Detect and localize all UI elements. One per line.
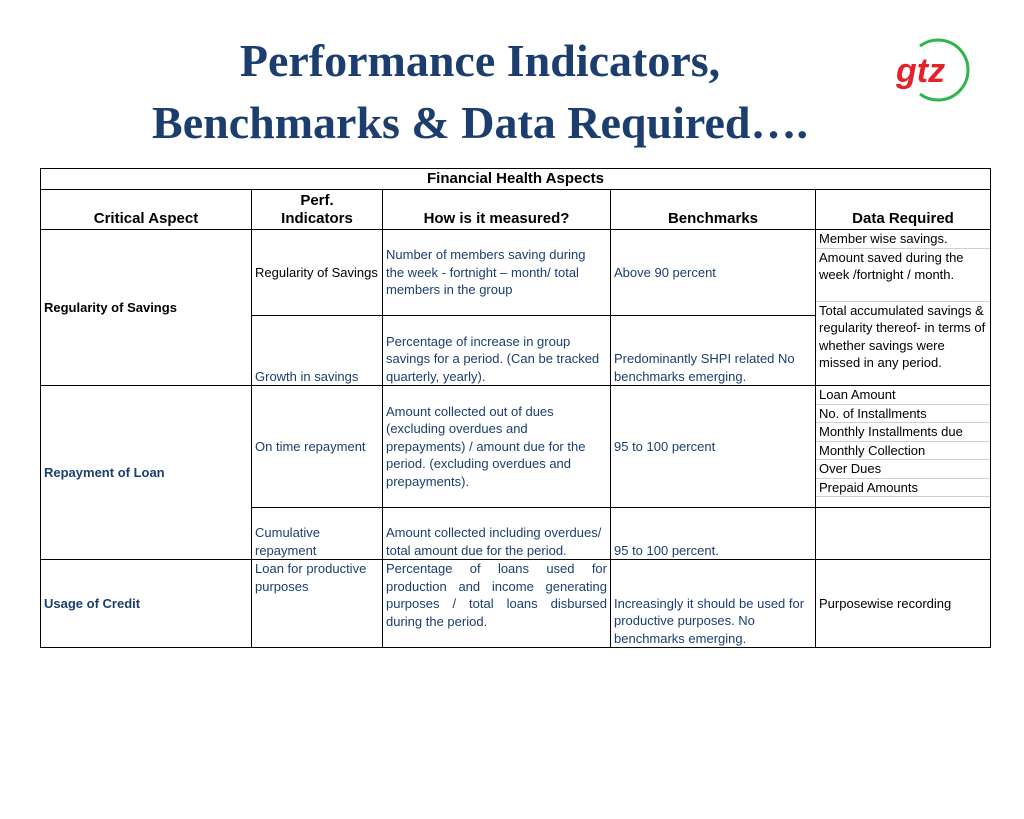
benchmark-cell: Above 90 percent <box>611 230 816 316</box>
title-line-2: Benchmarks & Data Required…. <box>152 97 808 148</box>
page-title <box>0 30 960 154</box>
table-row <box>41 386 991 508</box>
benchmark-cell: Increasingly it should be used for productive purposes. No benchmarks emerging. <box>611 560 816 648</box>
data-required-item: Over Dues <box>816 460 990 479</box>
benchmark-cell: 95 to 100 percent. <box>611 508 816 560</box>
indicator-cell: Regularity of Savings <box>252 230 383 316</box>
aspect-repayment-of-loan: Repayment of Loan <box>41 386 252 560</box>
header-critical-aspect: Critical Aspect <box>41 190 252 230</box>
measure-cell: Percentage of increase in group savings for a period. (Can be tracked quarterly, yearly). <box>383 316 611 386</box>
measure-cell: Percentage of loans used for production and income generating purposes / total loans disbursed during the period. <box>383 560 611 648</box>
data-required-item: Prepaid Amounts <box>816 479 990 498</box>
gtz-logo <box>890 36 982 102</box>
data-required-empty <box>816 508 991 560</box>
header-how-measured: How is it measured? <box>383 190 611 230</box>
measure-cell: Number of members saving during the week - fortnight – month/ total members in the group <box>383 230 611 316</box>
table-caption: Financial Health Aspects <box>41 169 991 190</box>
indicator-cell: Cumulative repayment <box>252 508 383 560</box>
data-required-item: No. of Installments <box>816 405 990 424</box>
benchmark-cell: 95 to 100 percent <box>611 386 816 508</box>
financial-health-table <box>40 168 991 648</box>
table-row <box>41 230 991 316</box>
data-required-credit: Purposewise recording <box>816 560 991 648</box>
data-required-item: Loan Amount <box>816 386 990 405</box>
data-required-savings <box>816 230 991 386</box>
measure-cell: Amount collected out of dues (excluding overdues and prepayments) / amount due for the period. (excluding overdues and prepayments). <box>383 386 611 508</box>
header-perf-indicators: Perf. Indicators <box>252 190 383 230</box>
data-required-item: Member wise savings. <box>816 230 990 249</box>
indicator-cell: Growth in savings <box>252 316 383 386</box>
data-required-item: Total accumulated savings & regularity thereof- in terms of whether savings were missed in any period. <box>819 302 986 370</box>
benchmark-cell: Predominantly SHPI related No benchmarks emerging. <box>611 316 816 386</box>
aspect-usage-of-credit: Usage of Credit <box>41 560 252 648</box>
header-benchmarks: Benchmarks <box>611 190 816 230</box>
data-required-item: Monthly Installments due <box>816 423 990 442</box>
measure-cell: Amount collected including overdues/ total amount due for the period. <box>383 508 611 560</box>
data-required-item: Amount saved during the week /fortnight / month. <box>816 249 990 302</box>
indicator-cell: On time repayment <box>252 386 383 508</box>
indicator-cell: Loan for productive purposes <box>252 560 383 648</box>
table-row <box>41 560 991 648</box>
data-required-loan <box>816 386 991 508</box>
title-line-1: Performance Indicators, <box>239 35 721 86</box>
aspect-regularity-of-savings: Regularity of Savings <box>41 230 252 386</box>
data-required-item: Monthly Collection <box>816 442 990 461</box>
header-data-required: Data Required <box>816 190 991 230</box>
logo-text: gtz <box>896 52 946 90</box>
